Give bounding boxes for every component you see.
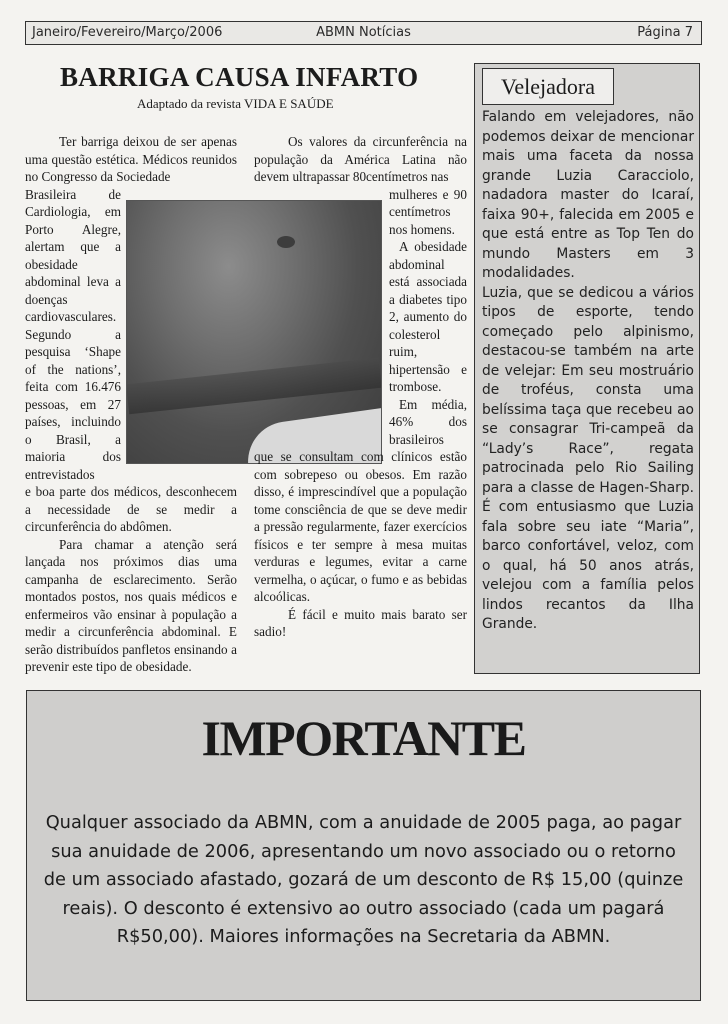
article-title: BARRIGA CAUSA INFARTO bbox=[60, 62, 419, 92]
col1-paragraph-2: Para chamar a atenção será lançada nos próximos dias uma campanha de esclarecimento. Serão montados postos, nos quais médicos e enfermeiros vão ensinar à população a medir a circunferência abdominal. E serão distribuídos panfletos ensinando a prevenir este tipo de obesidade. bbox=[25, 536, 237, 674]
issue-date: Janeiro/Fevereiro/Março/2006 bbox=[32, 25, 223, 40]
notice-title: IMPORTANTE bbox=[201, 710, 526, 766]
col2-paragraph-3-wrap: Em média, 46% dos brasileiros bbox=[389, 396, 467, 447]
article-column-2 bbox=[254, 133, 467, 641]
col2-paragraph-1-top: Os valores da circunferência na população da América Latina não devem ultrapassar 80centímetros nas bbox=[254, 134, 467, 184]
col1-paragraph-1-top: Ter barriga deixou de ser apenas uma questão estética. Médicos reunidos no Congresso da Sociedade bbox=[25, 134, 237, 184]
col2-paragraph-3-rest: que se consultam com clínicos estão com sobrepeso ou obesos. Em razão disso, é imprescindível que a população tome consciência de que se deve medir a pressão regularmente, fazer exercícios físicos e ter sempre à mesa muitas verduras e legumes, evitar a carne vermelha, o açúcar, o fumo e as bebidas alcoólicas. bbox=[254, 449, 467, 604]
col2-paragraph-2-wrap: A obesidade abdominal está associada a diabetes tipo 2, aumento do colesterol ruim, hipertensão e trombose. bbox=[389, 239, 467, 394]
publication-name: ABMN Notícias bbox=[316, 25, 411, 40]
sidebar-title-box bbox=[482, 68, 614, 105]
col2-paragraph-4: É fácil e muito mais barato ser sadio! bbox=[254, 606, 467, 639]
col1-paragraph-1-wrap: Brasileira de Cardiologia, em Porto Alegre, alertam que a obesidade abdominal leva a doenças cardiovasculares. Segundo a pesquisa ‘Shape of the nations’, feita com 16.476 pessoas, em 27 países, incluindo o Brasil, a maioria dos entrevistados bbox=[25, 186, 121, 482]
sidebar-paragraph-2: Luzia, que se dedicou a vários tipos de esporte, tendo começado pelo alpinismo, destacou-se também na arte de velejar: Em seu mostruário de troféus, consta uma belíssima taça que recebeu ao se consagrar Tri-campeã da “Lady’s Race”, regata patrocinada pelo Rio Sailing para a classe de Hagen-Sharp. É com entusiasmo que Luzia fala sobre seu iate “Maria”, barco confortável, veloz, com o qual, há 50 anos atrás, velejou com a família pelos lindos recantos da Ilha Grande. bbox=[482, 284, 694, 632]
notice-text: Qualquer associado da ABMN, com a anuidade de 2005 paga, ao pagar sua anuidade de 2006, apresentando um novo associado ou o retorno de um associado afastado, gozará de um desconto de R$ 15,00 (quinze reais). O desconto é extensivo ao outro associado (cada um pagará R$50,00). Maiores informações na Secretaria da ABMN. bbox=[43, 812, 684, 947]
sidebar-title: Velejadora bbox=[500, 74, 596, 99]
sidebar-paragraph-1: Falando em velejadores, não podemos deixar de mencionar mais uma faceta da nossa grande Luzia Caracciolo, nadadora master do Icaraí, faixa 90+, falecida em 2005 e que está entre as Top Ten do mundo Masters em 3 modalidades. bbox=[482, 109, 694, 281]
article-source: Adaptado da revista VIDA E SAÚDE bbox=[137, 96, 334, 111]
col1-paragraph-1-rest: e boa parte dos médicos, desconhecem a necessidade de se medir a circunferência do abdômen. bbox=[25, 484, 237, 534]
col2-paragraph-1-wrap: mulheres e 90 centímetros nos homens. bbox=[389, 186, 467, 237]
page-number: Página 7 bbox=[637, 25, 693, 40]
page-header bbox=[25, 21, 702, 45]
sidebar-text bbox=[482, 108, 694, 635]
sidebar-box bbox=[474, 63, 700, 674]
important-notice-box bbox=[26, 690, 701, 1001]
